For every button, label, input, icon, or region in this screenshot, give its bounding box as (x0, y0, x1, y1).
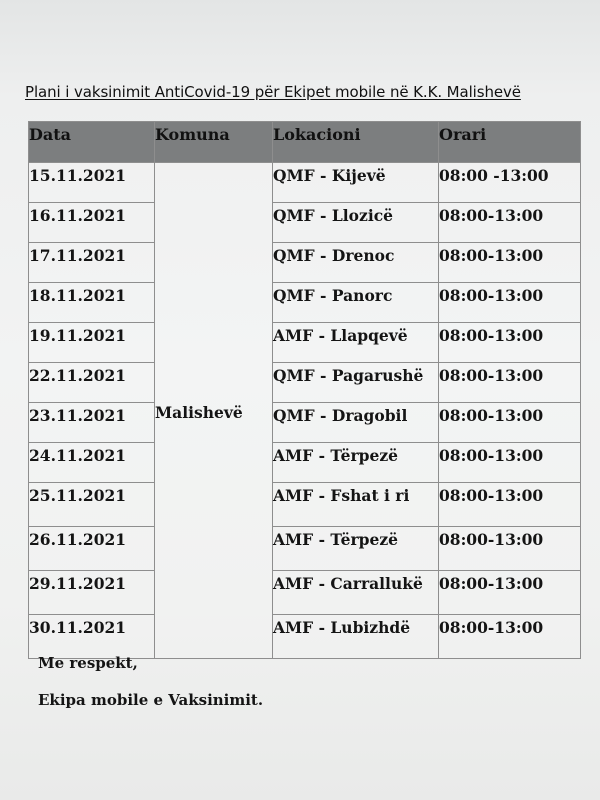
table-row (29, 527, 581, 571)
header-orari: Orari (439, 122, 581, 163)
header-lokacioni: Lokacioni (273, 122, 439, 163)
table-row (29, 403, 581, 443)
cell-location: QMF - Pagarushë (273, 363, 439, 403)
table-row (29, 483, 581, 527)
cell-location: QMF - Kijevë (273, 163, 439, 203)
cell-time: 08:00-13:00 (439, 443, 581, 483)
cell-date: 16.11.2021 (29, 203, 155, 243)
header-data: Data (29, 122, 155, 163)
document-title: Plani i vaksinimit AntiCovid-19 për Ekipet mobile në K.K. Malishevë (25, 83, 521, 101)
cell-time: 08:00-13:00 (439, 483, 581, 527)
cell-location: AMF - Carrallukë (273, 571, 439, 615)
cell-location: AMF - Fshat i ri (273, 483, 439, 527)
cell-date: 15.11.2021 (29, 163, 155, 203)
cell-time: 08:00-13:00 (439, 363, 581, 403)
cell-time: 08:00-13:00 (439, 283, 581, 323)
header-komuna: Komuna (155, 122, 273, 163)
cell-time: 08:00-13:00 (439, 243, 581, 283)
cell-date: 30.11.2021 (29, 615, 155, 659)
cell-date: 26.11.2021 (29, 527, 155, 571)
cell-date: 24.11.2021 (29, 443, 155, 483)
closing-text: Me respekt, (38, 654, 138, 672)
cell-time: 08:00-13:00 (439, 615, 581, 659)
cell-date: 25.11.2021 (29, 483, 155, 527)
cell-time: 08:00-13:00 (439, 571, 581, 615)
signature-text: Ekipa mobile e Vaksinimit. (38, 691, 264, 709)
cell-location: AMF - Lubizhdë (273, 615, 439, 659)
cell-location: QMF - Dragobil (273, 403, 439, 443)
schedule-table (28, 121, 581, 659)
table-row (29, 323, 581, 363)
table-row (29, 163, 581, 203)
table-row (29, 203, 581, 243)
table-header-row (29, 122, 581, 163)
cell-date: 29.11.2021 (29, 571, 155, 615)
table-row (29, 283, 581, 323)
cell-date: 19.11.2021 (29, 323, 155, 363)
cell-time: 08:00-13:00 (439, 403, 581, 443)
cell-location: QMF - Llozicë (273, 203, 439, 243)
cell-location: AMF - Llapqevë (273, 323, 439, 363)
table-row (29, 615, 581, 659)
cell-location: AMF - Tërpezë (273, 443, 439, 483)
cell-date: 22.11.2021 (29, 363, 155, 403)
cell-date: 18.11.2021 (29, 283, 155, 323)
cell-date: 23.11.2021 (29, 403, 155, 443)
cell-time: 08:00-13:00 (439, 323, 581, 363)
table-row (29, 243, 581, 283)
table-row (29, 443, 581, 483)
cell-location: AMF - Tërpezë (273, 527, 439, 571)
cell-time: 08:00-13:00 (439, 203, 581, 243)
cell-komuna: Malishevë (155, 163, 273, 659)
table-row (29, 571, 581, 615)
cell-location: QMF - Drenoc (273, 243, 439, 283)
cell-time: 08:00-13:00 (439, 527, 581, 571)
table-row (29, 363, 581, 403)
cell-date: 17.11.2021 (29, 243, 155, 283)
cell-time: 08:00 -13:00 (439, 163, 581, 203)
cell-location: QMF - Panorc (273, 283, 439, 323)
